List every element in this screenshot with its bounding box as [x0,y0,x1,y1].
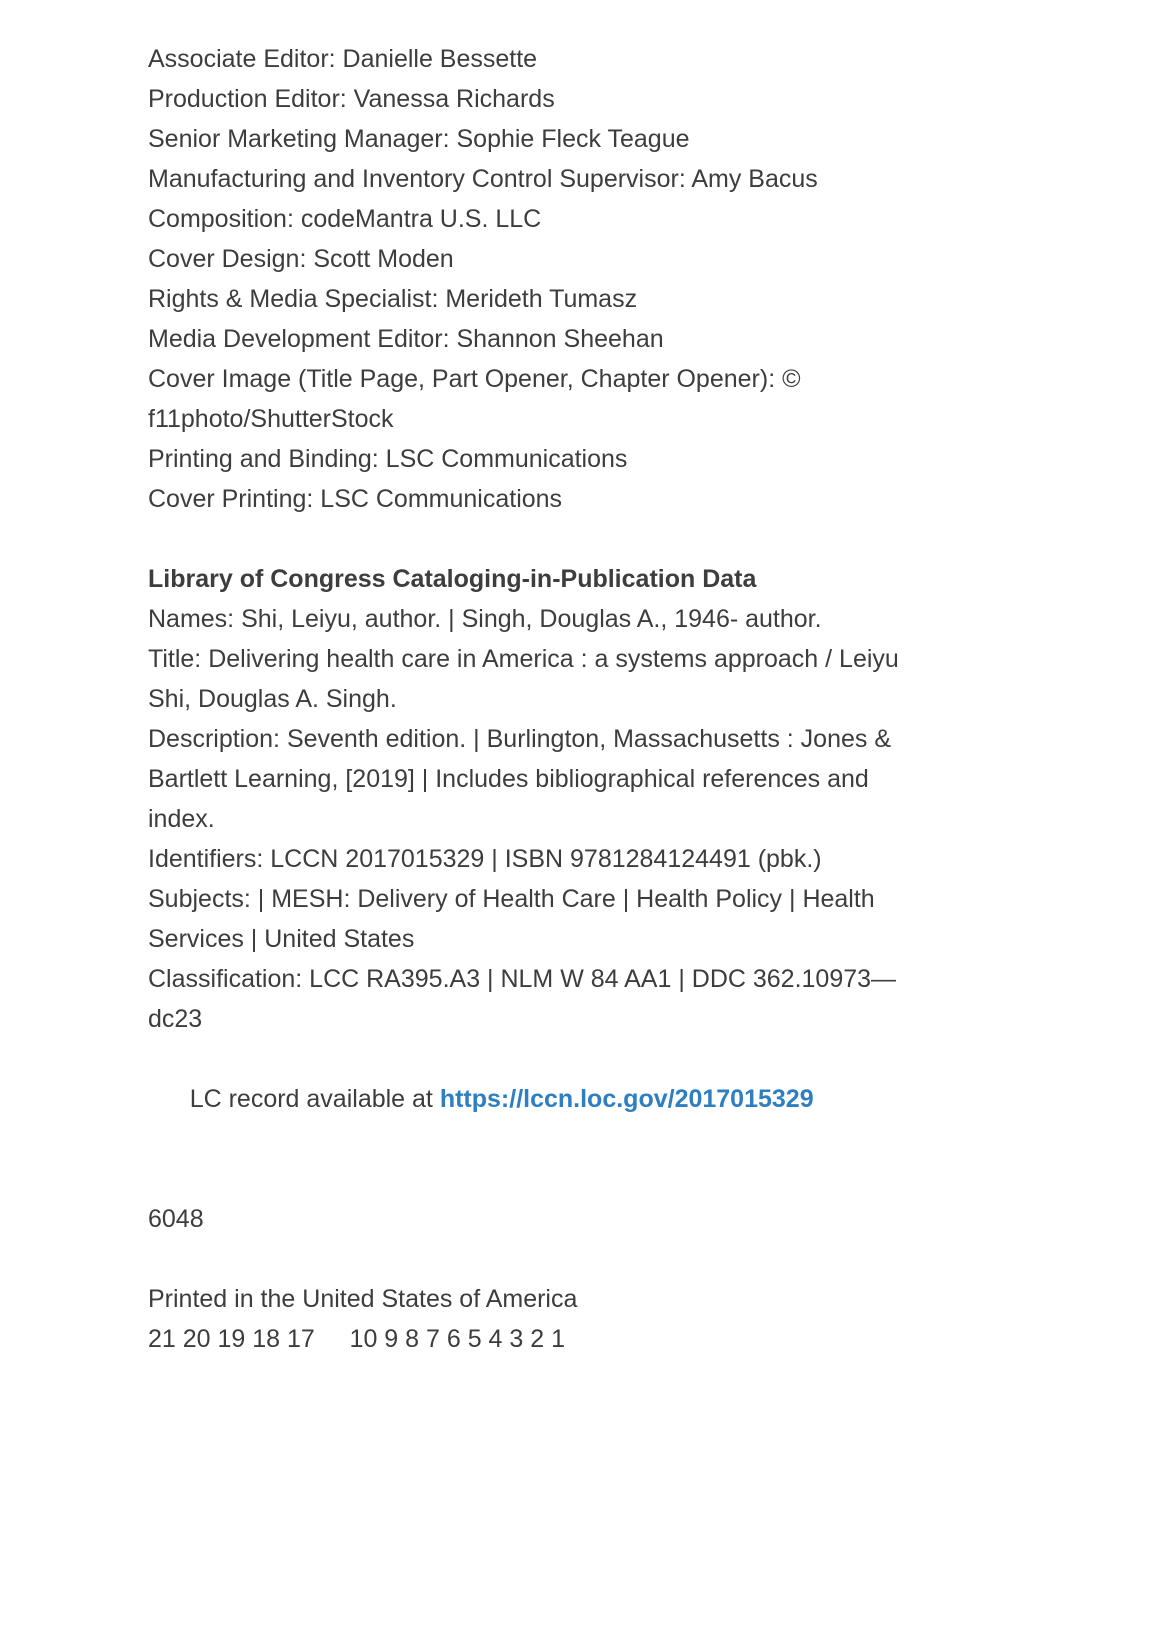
cip-line: Classification: LCC RA395.A3 | NLM W 84 AA1 | DDC 362.10973— [148,965,897,993]
credit-line: Rights & Media Specialist: Merideth Tumasz [148,285,638,313]
printing-numbers-line: 21 20 19 18 17 10 9 8 7 6 5 4 3 2 1 [148,1325,566,1353]
cip-line: dc23 [148,1005,203,1033]
cip-line: Description: Seventh edition. | Burlington, Massachusetts : Jones & [148,725,891,753]
cip-line: Services | United States [148,925,415,953]
credits-block [148,39,968,519]
credit-line: Media Development Editor: Shannon Sheehan [148,325,664,353]
cip-line: Title: Delivering health care in America : a systems approach / Leiyu [148,645,899,673]
lc-record-link[interactable]: https://lccn.loc.gov/2017015329 [439,1085,814,1113]
cip-line: Bartlett Learning, [2019] | Includes bibliographical references and [148,765,869,793]
lc-record-line [148,1039,968,1159]
credit-line: Cover Design: Scott Moden [148,245,454,273]
printer-code-block [148,1199,968,1239]
printing-block [148,1279,968,1359]
credit-line: f11photo/ShutterStock [148,405,394,433]
credit-line: Printing and Binding: LSC Communications [148,445,628,473]
printed-in-line: Printed in the United States of America [148,1285,578,1313]
credit-line: Cover Printing: LSC Communications [148,485,563,513]
cip-line: Names: Shi, Leiyu, author. | Singh, Douglas A., 1946- author. [148,605,822,633]
cip-line: index. [148,805,215,833]
lc-record-prefix: LC record available at [189,1085,440,1113]
credit-line: Senior Marketing Manager: Sophie Fleck Teague [148,125,690,153]
cip-line: Shi, Douglas A. Singh. [148,685,397,713]
credit-line: Manufacturing and Inventory Control Supervisor: Amy Bacus [148,165,818,193]
cip-line: Identifiers: LCCN 2017015329 | ISBN 9781284124491 (pbk.) [148,845,822,873]
cip-block [148,559,968,1159]
printer-code: 6048 [148,1205,204,1233]
credit-line: Composition: codeMantra U.S. LLC [148,205,542,233]
credit-line: Associate Editor: Danielle Bessette [148,45,538,73]
credit-line: Production Editor: Vanessa Richards [148,85,555,113]
cip-heading: Library of Congress Cataloging-in-Publication Data [148,565,757,593]
credit-line: Cover Image (Title Page, Part Opener, Chapter Opener): © [148,365,801,393]
cip-line: Subjects: | MESH: Delivery of Health Care | Health Policy | Health [148,885,875,913]
